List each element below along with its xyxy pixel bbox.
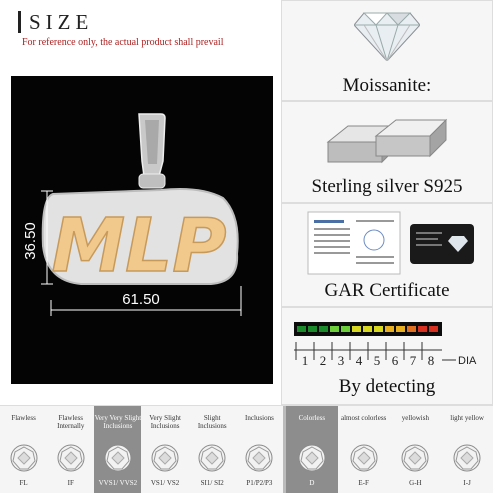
detector-led [297, 326, 306, 332]
color-grade-code: D [309, 479, 315, 487]
detector-led [407, 326, 416, 332]
moissanite-panel [281, 0, 493, 101]
clarity-grade-title: Flawless [11, 414, 36, 422]
detector-scale-number: 6 [391, 353, 399, 368]
height-dimension: 36.50 [22, 222, 39, 260]
detector-led [396, 326, 405, 332]
clarity-grade-code: FL [19, 479, 28, 487]
clarity-grade-title: Very Very Slight Inclusions [94, 414, 142, 430]
detector-suffix: DIA [458, 355, 477, 367]
gem-icon [197, 443, 227, 478]
color-grade-title: Colorless [298, 414, 326, 422]
clarity-grade-code: SI1/ SI2 [200, 479, 224, 487]
silver-panel [281, 101, 493, 203]
detector-scale-number: 3 [337, 353, 345, 368]
color-grade-code: E-F [358, 479, 369, 487]
clarity-grade-code: VS1/ VS2 [150, 479, 180, 487]
detector-led [363, 326, 372, 332]
gem-icon [244, 443, 274, 478]
gem-icon [297, 443, 327, 478]
gem-icon [150, 443, 180, 478]
detector-label: By detecting [338, 376, 436, 397]
clarity-grade-code: VVS1/ VVS2 [98, 479, 138, 487]
color-grade-code: I-J [463, 479, 471, 487]
color-grade [338, 406, 390, 493]
clarity-grade-code: P1/P2/P3 [246, 479, 273, 487]
detector-led [385, 326, 394, 332]
gem-icon [452, 443, 482, 478]
jump-ring [139, 174, 165, 188]
moissanite-label: Moissanite: [342, 75, 432, 96]
clarity-grade [189, 406, 236, 493]
certificate-label: GAR Certificate [324, 280, 450, 301]
clarity-grade [47, 406, 94, 493]
color-grade [441, 406, 493, 493]
clarity-grade-code: IF [67, 479, 74, 487]
detector-scale-number: 8 [427, 353, 435, 368]
color-grade-code: G-H [409, 479, 422, 487]
gem-icon [349, 443, 379, 478]
gem-icon [103, 443, 133, 478]
clarity-grade [236, 406, 283, 493]
product-photo [11, 76, 273, 384]
detector-led [352, 326, 361, 332]
gem-icon [9, 443, 39, 478]
clarity-grade [94, 406, 141, 493]
color-grade-title: yellowish [401, 414, 429, 422]
detector-scale-number: 1 [301, 353, 309, 368]
clarity-grade-title: Very Slight Inclusions [149, 414, 181, 430]
width-dimension: 61.50 [122, 291, 160, 308]
size-header [18, 8, 93, 36]
grading-strip [0, 405, 493, 493]
color-grade [390, 406, 442, 493]
size-header-bar [18, 11, 21, 33]
clarity-grade-title: Flawless Internally [57, 414, 85, 430]
color-grade-title: almost colorless [340, 414, 387, 422]
certificate-icon [306, 210, 476, 276]
detector-scale-number: 4 [355, 353, 363, 368]
detector-gauge [292, 320, 488, 372]
size-title: SIZE [29, 9, 94, 34]
detector-panel [281, 307, 493, 405]
size-note: For reference only, the actual product shall prevail [22, 37, 224, 48]
detector-led [330, 326, 339, 332]
detector-led [341, 326, 350, 332]
gem-icon [400, 443, 430, 478]
clarity-grade [142, 406, 189, 493]
detector-led [319, 326, 328, 332]
clarity-grade-title: Inclusions [245, 414, 274, 422]
detector-scale-number: 5 [373, 353, 381, 368]
silver-bars-icon [322, 112, 452, 168]
color-grade-title: light yellow [450, 414, 484, 422]
detector-led [429, 326, 438, 332]
clarity-grade [0, 406, 47, 493]
detector-led [418, 326, 427, 332]
clarity-grade-title: Slight Inclusions [197, 414, 227, 430]
certificate-panel [281, 203, 493, 307]
detector-led [374, 326, 383, 332]
detector-led [308, 326, 317, 332]
silver-label: Sterling silver S925 [311, 176, 463, 197]
gem-icon [56, 443, 86, 478]
pendant-letters: MLP [51, 203, 227, 289]
detector-scale-number: 2 [319, 353, 327, 368]
color-grade [286, 406, 338, 493]
detector-scale-number: 7 [409, 353, 417, 368]
diamond-icon [354, 9, 420, 61]
